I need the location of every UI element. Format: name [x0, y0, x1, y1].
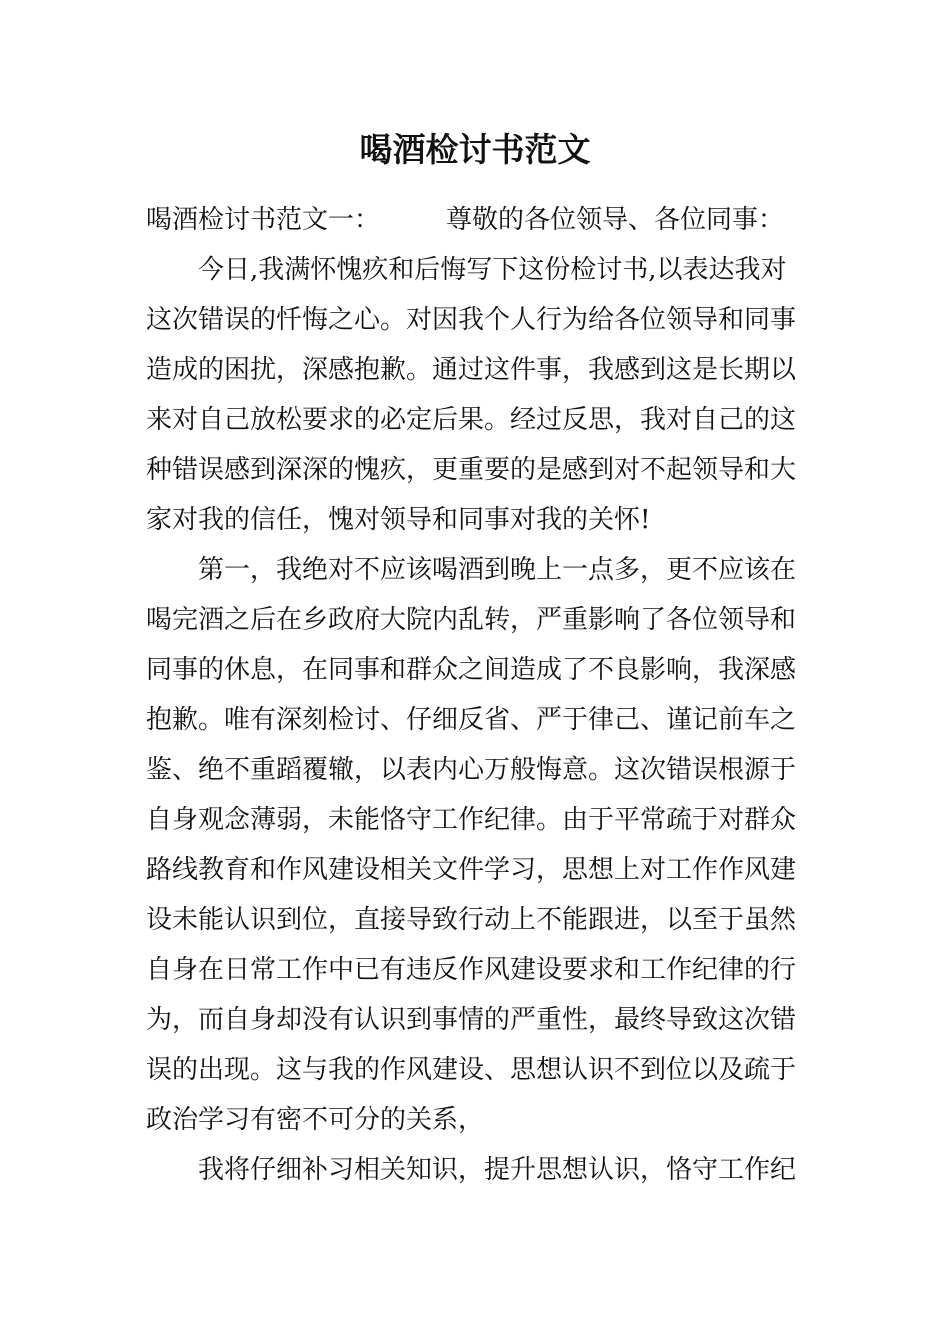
text-line: 误的出现。这与我的作风建设、思想认识不到位以及疏于 [146, 1055, 797, 1085]
heading-label: 喝酒检讨书范文一： [146, 205, 381, 235]
text-line: 这次错误的忏悔之心。对因我个人行为给各位领导和同事 [146, 305, 797, 335]
heading-line [146, 195, 806, 245]
text-line: 自身观念薄弱，未能恪守工作纪律。由于平常疏于对群众 [146, 805, 797, 835]
text-line: 喝完酒之后在乡政府大院内乱转，严重影响了各位领导和 [146, 605, 797, 635]
paragraph-lines [146, 245, 806, 1195]
text-line: 为，而自身却没有认识到事情的严重性，最终导致这次错 [146, 1005, 797, 1035]
text-line: 政治学习有密不可分的关系， [146, 1105, 485, 1135]
text-line: 种错误感到深深的愧疚，更重要的是感到对不起领导和大 [146, 455, 797, 485]
text-line: 第一，我绝对不应该喝酒到晚上一点多，更不应该在 [198, 555, 797, 585]
text-line: 造成的困扰，深感抱歉。通过这件事，我感到这是长期以 [146, 355, 797, 385]
document-body [146, 195, 806, 1195]
text-line: 我将仔细补习相关知识，提升思想认识，恪守工作纪 [198, 1155, 797, 1185]
text-line: 鉴、绝不重蹈覆辙，以表内心万般悔意。这次错误根源于 [146, 755, 797, 785]
text-line: 路线教育和作风建设相关文件学习，思想上对工作作风建 [146, 855, 797, 885]
text-line: 设未能认识到位，直接导致行动上不能跟进，以至于虽然 [146, 905, 797, 935]
text-line: 家对我的信任，愧对领导和同事对我的关怀! [146, 505, 651, 535]
text-line: 同事的休息，在同事和群众之间造成了不良影响，我深感 [146, 655, 797, 685]
text-line: 今日,我满怀愧疚和后悔写下这份检讨书,以表达我对 [198, 255, 787, 285]
text-line: 抱歉。唯有深刻检讨、仔细反省、严于律己、谨记前车之 [146, 705, 797, 735]
page-title: 喝酒检讨书范文 [359, 130, 591, 169]
text-line: 来对自己放松要求的必定后果。经过反思，我对自己的这 [146, 405, 797, 435]
salutation: 尊敬的各位领导、各位同事： [446, 205, 785, 235]
text-line: 自身在日常工作中已有违反作风建设要求和工作纪律的行 [146, 955, 797, 985]
